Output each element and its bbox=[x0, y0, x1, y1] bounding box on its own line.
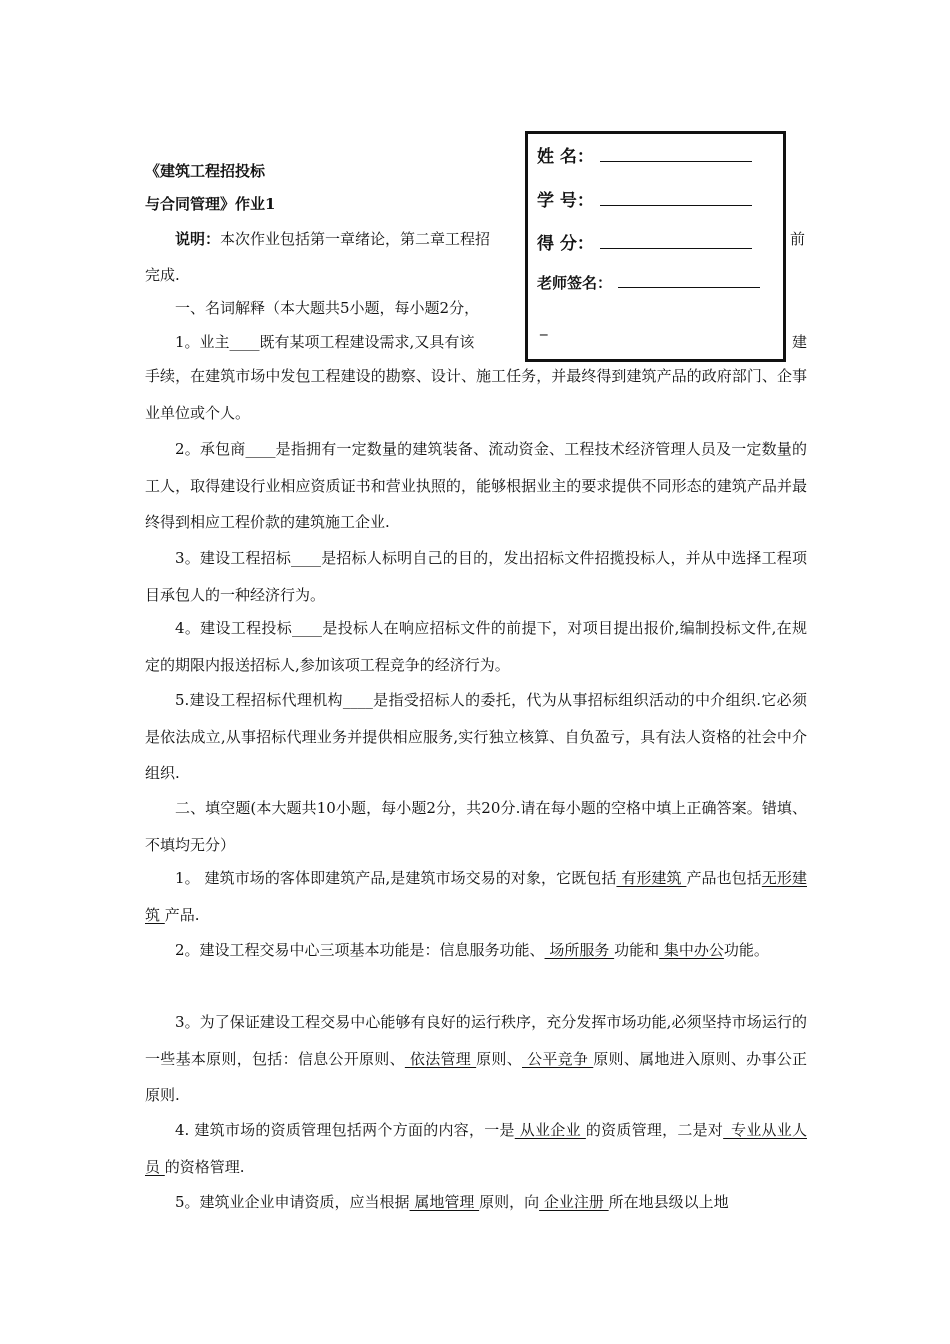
name-label: 姓 名： bbox=[537, 147, 594, 167]
trailing-underscore: _ bbox=[540, 318, 548, 336]
student-id-blank[interactable] bbox=[600, 191, 752, 206]
intro-tail: 前 bbox=[790, 230, 806, 248]
score-row bbox=[537, 229, 752, 254]
s1-item3: 3。建设工程招标____是招标人标明自己的目的，发出招标文件招揽投标人，并从中选择工程项目承包人的一种经济行为。 bbox=[145, 549, 807, 604]
teacher-signature-row bbox=[537, 272, 760, 293]
s2-q1-a: 1。 建筑市场的客体即建筑产品,是建筑市场交易的对象，它既包括 bbox=[175, 869, 617, 887]
s2-q1-c: 产品. bbox=[164, 905, 200, 924]
title-line-1: 《建筑工程招投标 bbox=[145, 162, 266, 180]
s2-q5-c: 所在地县级以上地 bbox=[608, 1193, 729, 1211]
s2-question-2 bbox=[145, 932, 807, 969]
s2-q3-answer-2: 公平竞争 bbox=[522, 1049, 594, 1068]
s2-q4-answer-2: _专业从业人员 bbox=[145, 1121, 807, 1176]
s2-q3-a: 3。为了保证建设工程交易中心能够有良好的运行秩序，充分发挥市场功能,必须坚持市场运行的一些基本原则，包括：信息公开原则、 bbox=[145, 1013, 807, 1068]
student-id-label: 学 号： bbox=[537, 191, 594, 211]
s1-item5: 5.建设工程招标代理机构____是指受招标人的委托，代为从事招标组织活动的中介组织.它必须是依法成立,从事招标代理业务并提供相应服务,实行独立核算、自负盈亏，具有法人资格的社会中介组织. bbox=[145, 691, 807, 782]
s2-question-3 bbox=[145, 1004, 807, 1114]
s2-q2-a: 2。建设工程交易中心三项基本功能是：信息服务功能、 bbox=[175, 941, 545, 959]
s2-question-1 bbox=[145, 860, 807, 933]
section2-heading: 二、填空题(本大题共10小题，每小题2分，共20分.请在每小题的空格中填上正确答案。错填、不填均无分） bbox=[145, 799, 807, 854]
s2-q1-answer-1: 有形建筑 bbox=[616, 869, 687, 887]
s2-q3-c: 原则、属地进入原则、办事公正原则. bbox=[145, 1049, 807, 1104]
section1-heading: 一、名词解释（本大题共5小题，每小题2分， bbox=[175, 299, 480, 317]
teacher-signature-blank[interactable] bbox=[618, 273, 760, 288]
intro-label: 说明： bbox=[175, 230, 221, 248]
teacher-signature-label: 老师签名： bbox=[537, 274, 613, 292]
s1-item2: 2。承包商____是指拥有一定数量的建筑装备、流动资金、工程技术经济管理人员及一定数量的工人，取得建设行业相应资质证书和营业执照的，能够根据业主的要求提供不同形态的建筑产品并最终得到相应工程价款的建筑施工企业. bbox=[145, 440, 807, 531]
s2-q3-b: 原则、 bbox=[476, 1049, 522, 1068]
s2-q5-a: 5。建筑业企业申请资质，应当根据 bbox=[175, 1193, 410, 1211]
name-row bbox=[537, 142, 752, 167]
s1-item4: 4。建设工程投标____是投标人在响应招标文件的前提下，对项目提出报价,编制投标文件,在规定的期限内报送招标人,参加该项工程竞争的经济行为。 bbox=[145, 619, 807, 674]
s2-q2-answer-1: 场所服务 bbox=[544, 941, 615, 959]
title-line-2: 与合同管理》作业1 bbox=[145, 195, 276, 213]
s2-question-4 bbox=[145, 1112, 807, 1185]
s2-q5-b: 原则，向 bbox=[479, 1193, 540, 1211]
s2-q4-a: 4. 建筑市场的资质管理包括两个方面的内容，一是 bbox=[175, 1121, 515, 1139]
s2-q4-answer-1: 从业企业 bbox=[514, 1121, 586, 1139]
s2-q2-c: 功能。 bbox=[723, 941, 769, 959]
score-label: 得 分： bbox=[537, 234, 594, 254]
s2-q1-answer-2: 无形建筑 bbox=[145, 869, 807, 924]
s2-q3-answer-1: 依法管理 bbox=[404, 1049, 477, 1068]
s1-item1-lead: 1。业主____既有某项工程建设需求,又具有该 bbox=[175, 333, 475, 351]
s1-item1-rest: 手续，在建筑市场中发包工程建设的勘察、设计、施工任务，并最终得到建筑产品的政府部门、企事业单位或个人。 bbox=[145, 367, 807, 422]
score-blank[interactable] bbox=[600, 234, 752, 249]
s2-q1-b: 产品也包括 bbox=[686, 869, 762, 887]
s2-q5-answer-1: 属地管理 bbox=[409, 1193, 480, 1211]
name-blank[interactable] bbox=[600, 147, 752, 162]
intro-line bbox=[175, 228, 490, 249]
intro-line-2: 完成. bbox=[145, 266, 180, 284]
s1-item1-tail: 建 bbox=[792, 333, 808, 351]
s2-q4-b: 的资质管理，二是对 bbox=[585, 1121, 724, 1139]
s2-q2-b: 功能和 bbox=[614, 941, 660, 959]
s2-q5-answer-2: 企业注册 bbox=[539, 1193, 609, 1211]
student-id-row bbox=[537, 186, 752, 211]
student-info-box bbox=[525, 131, 786, 362]
s2-question-5 bbox=[145, 1184, 807, 1221]
s2-q4-c: 的资格管理. bbox=[164, 1157, 245, 1176]
intro-text: 本次作业包括第一章绪论，第二章工程招 bbox=[220, 230, 491, 248]
s2-q2-answer-2: 集中办公 bbox=[659, 941, 724, 959]
